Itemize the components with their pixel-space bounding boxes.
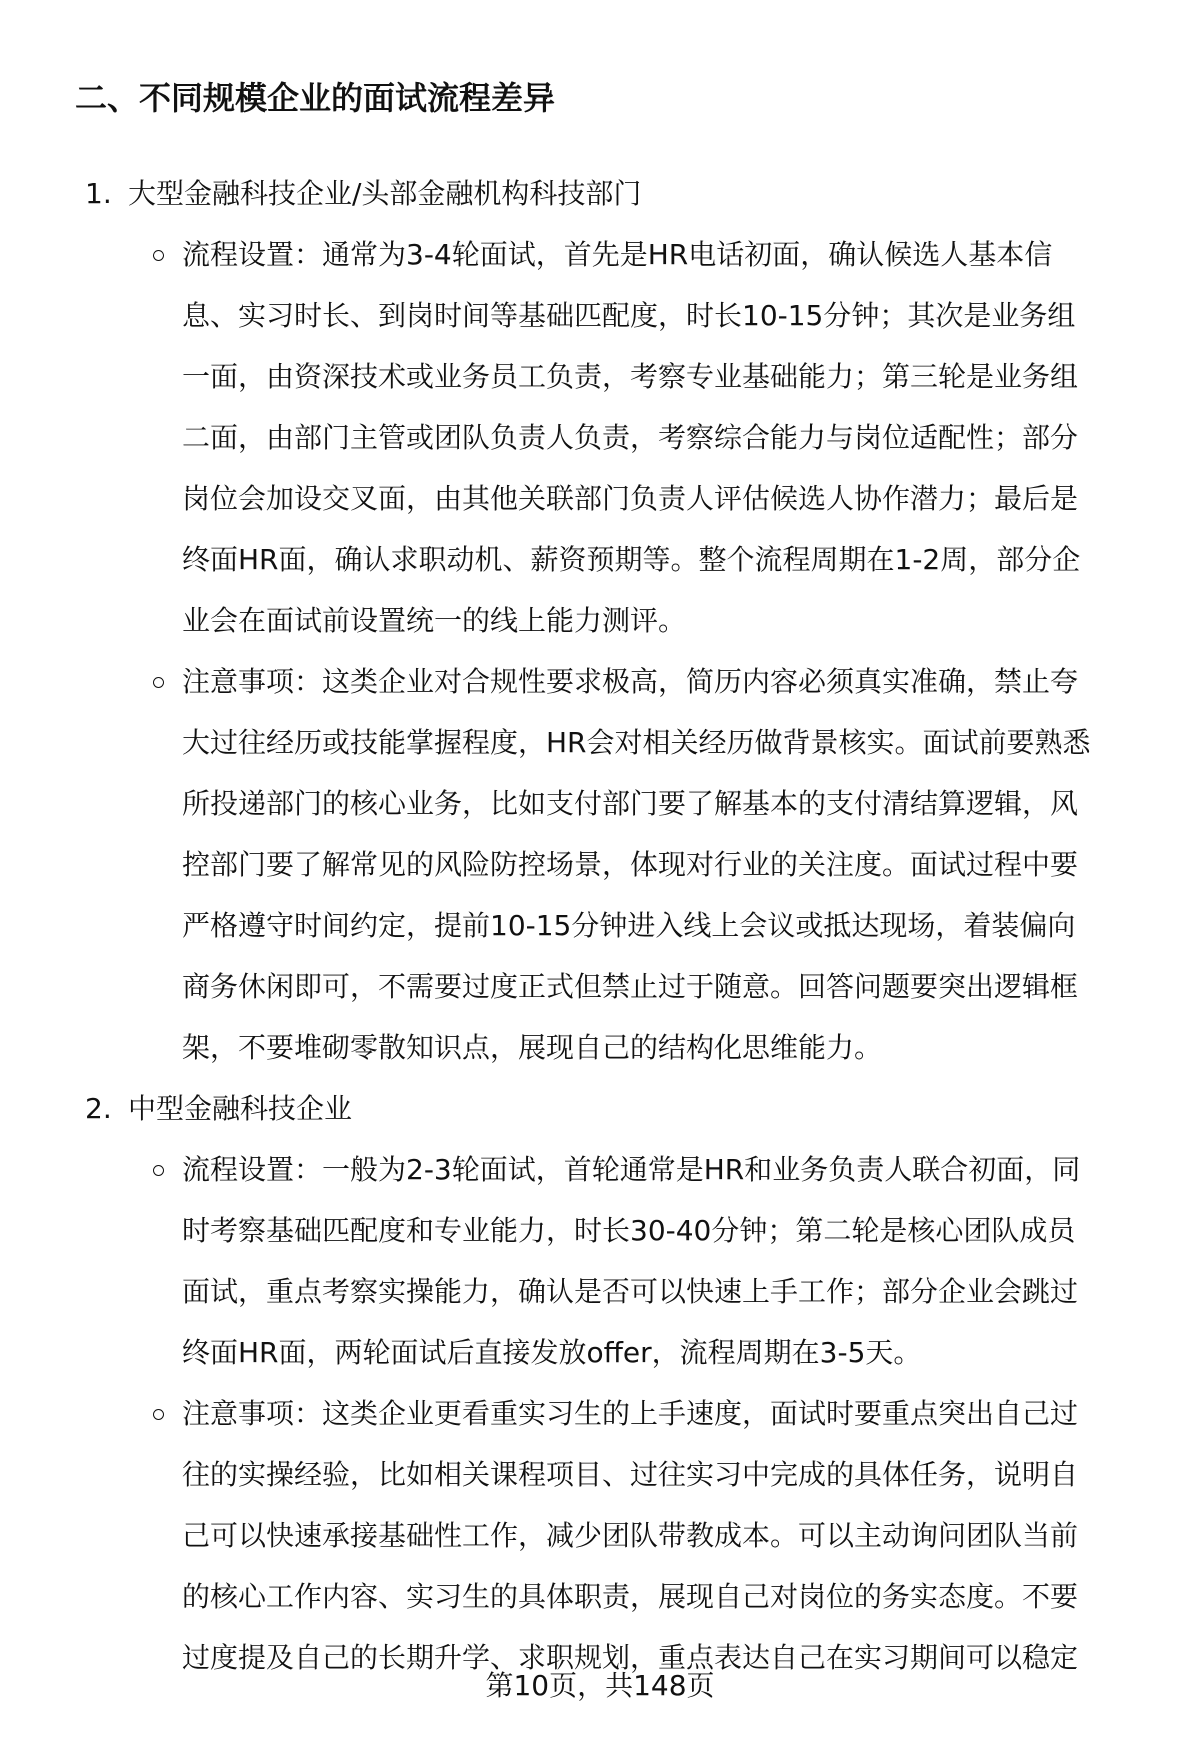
paragraph-line	[0, 773, 1200, 834]
paragraph-line	[0, 1444, 1200, 1505]
paragraph-text: 注意事项：这类企业更看重实习生的上手速度，面试时要重点突出自己过	[182, 1396, 1079, 1430]
paragraph-line	[0, 1383, 1200, 1444]
bullet-slot	[153, 664, 182, 700]
bullet-slot	[153, 481, 182, 517]
paragraph-line	[0, 1566, 1200, 1627]
paragraph-line	[0, 1505, 1200, 1566]
document-body	[0, 163, 1200, 1688]
bullet-slot	[153, 420, 182, 456]
bullet-circle-icon	[153, 677, 164, 688]
paragraph-line	[0, 590, 1200, 651]
bullet-slot	[153, 1396, 182, 1432]
paragraph-line	[0, 468, 1200, 529]
paragraph-line	[0, 834, 1200, 895]
paragraph-line	[0, 224, 1200, 285]
paragraph-text: 所投递部门的核心业务，比如支付部门要了解基本的支付清结算逻辑，风	[182, 786, 1079, 820]
paragraph-text: 往的实操经验，比如相关课程项目、过往实习中完成的具体任务，说明自	[182, 1457, 1079, 1491]
paragraph-text: 二面，由部门主管或团队负责人负责，考察综合能力与岗位适配性；部分	[182, 420, 1079, 454]
section-heading: 二、不同规模企业的面试流程差异	[75, 79, 556, 117]
bullet-slot	[153, 542, 182, 578]
paragraph-text: 的核心工作内容、实习生的具体职责，展现自己对岗位的务实态度。不要	[182, 1579, 1079, 1613]
paragraph-text: 面试，重点考察实操能力，确认是否可以快速上手工作；部分企业会跳过	[182, 1274, 1079, 1308]
bullet-slot	[153, 1579, 182, 1615]
paragraph-line	[0, 712, 1200, 773]
bullet-slot	[153, 969, 182, 1005]
paragraph-text: 终面HR面，两轮面试后直接发放offer，流程周期在3-5天。	[182, 1335, 922, 1369]
bullet-slot	[153, 1518, 182, 1554]
paragraph-line	[0, 529, 1200, 590]
paragraph-text: 岗位会加设交叉面，由其他关联部门负责人评估候选人协作潜力；最后是	[182, 481, 1079, 515]
paragraph-text: 流程设置：一般为2-3轮面试，首轮通常是HR和业务负责人联合初面，同	[182, 1152, 1081, 1186]
paragraph-line	[0, 1139, 1200, 1200]
bullet-slot	[153, 298, 182, 334]
paragraph-text: 终面HR面，确认求职动机、薪资预期等。整个流程周期在1-2周，部分企	[182, 542, 1081, 576]
paragraph-text: 息、实习时长、到岗时间等基础匹配度，时长10-15分钟；其次是业务组	[182, 298, 1076, 332]
bullet-circle-icon	[153, 1165, 164, 1176]
paragraph-text: 大过往经历或技能掌握程度，HR会对相关经历做背景核实。面试前要熟悉	[182, 725, 1091, 759]
bullet-slot	[153, 1335, 182, 1371]
page-number: 第10页，共148页	[485, 1669, 715, 1702]
paragraph-text: 一面，由资深技术或业务员工负责，考察专业基础能力；第三轮是业务组	[182, 359, 1079, 393]
list-item-heading	[0, 163, 1200, 224]
bullet-circle-icon	[153, 1409, 164, 1420]
bullet-slot	[153, 1457, 182, 1493]
bullet-slot	[153, 786, 182, 822]
paragraph-text: 流程设置：通常为3-4轮面试，首先是HR电话初面，确认候选人基本信	[182, 237, 1053, 271]
paragraph-text: 过度提及自己的长期升学、求职规划，重点表达自己在实习期间可以稳定	[182, 1640, 1079, 1674]
bullet-slot	[153, 359, 182, 395]
bullet-slot	[153, 1274, 182, 1310]
paragraph-text: 架，不要堆砌零散知识点，展现自己的结构化思维能力。	[182, 1030, 883, 1064]
bullet-slot	[153, 1152, 182, 1188]
list-number: 1.	[85, 176, 112, 210]
paragraph-line	[0, 285, 1200, 346]
paragraph-text: 注意事项：这类企业对合规性要求极高，简历内容必须真实准确，禁止夸	[182, 664, 1079, 698]
paragraph-text: 己可以快速承接基础性工作，减少团队带教成本。可以主动询问团队当前	[182, 1518, 1079, 1552]
list-item-heading	[0, 1078, 1200, 1139]
list-number: 2.	[85, 1091, 112, 1125]
paragraph-line	[0, 956, 1200, 1017]
paragraph-text: 严格遵守时间约定，提前10-15分钟进入线上会议或抵达现场，着装偏向	[182, 908, 1076, 942]
paragraph-text: 控部门要了解常见的风险防控场景，体现对行业的关注度。面试过程中要	[182, 847, 1079, 881]
list-item-title: 中型金融科技企业	[128, 1091, 353, 1125]
bullet-slot	[153, 908, 182, 944]
paragraph-line	[0, 1322, 1200, 1383]
paragraph-line	[0, 1200, 1200, 1261]
paragraph-line	[0, 407, 1200, 468]
list-item-title: 大型金融科技企业/头部金融机构科技部门	[128, 176, 642, 210]
bullet-slot	[153, 237, 182, 273]
paragraph-text: 时考察基础匹配度和专业能力，时长30-40分钟；第二轮是核心团队成员	[182, 1213, 1076, 1247]
paragraph-text: 商务休闲即可，不需要过度正式但禁止过于随意。回答问题要突出逻辑框	[182, 969, 1079, 1003]
paragraph-line	[0, 346, 1200, 407]
bullet-circle-icon	[153, 250, 164, 261]
bullet-slot	[153, 1030, 182, 1066]
paragraph-line	[0, 1017, 1200, 1078]
bullet-slot	[153, 1213, 182, 1249]
paragraph-line	[0, 651, 1200, 712]
bullet-slot	[153, 603, 182, 639]
bullet-slot	[153, 847, 182, 883]
paragraph-line	[0, 1261, 1200, 1322]
paragraph-line	[0, 895, 1200, 956]
bullet-slot	[153, 725, 182, 761]
paragraph-text: 业会在面试前设置统一的线上能力测评。	[182, 603, 687, 637]
